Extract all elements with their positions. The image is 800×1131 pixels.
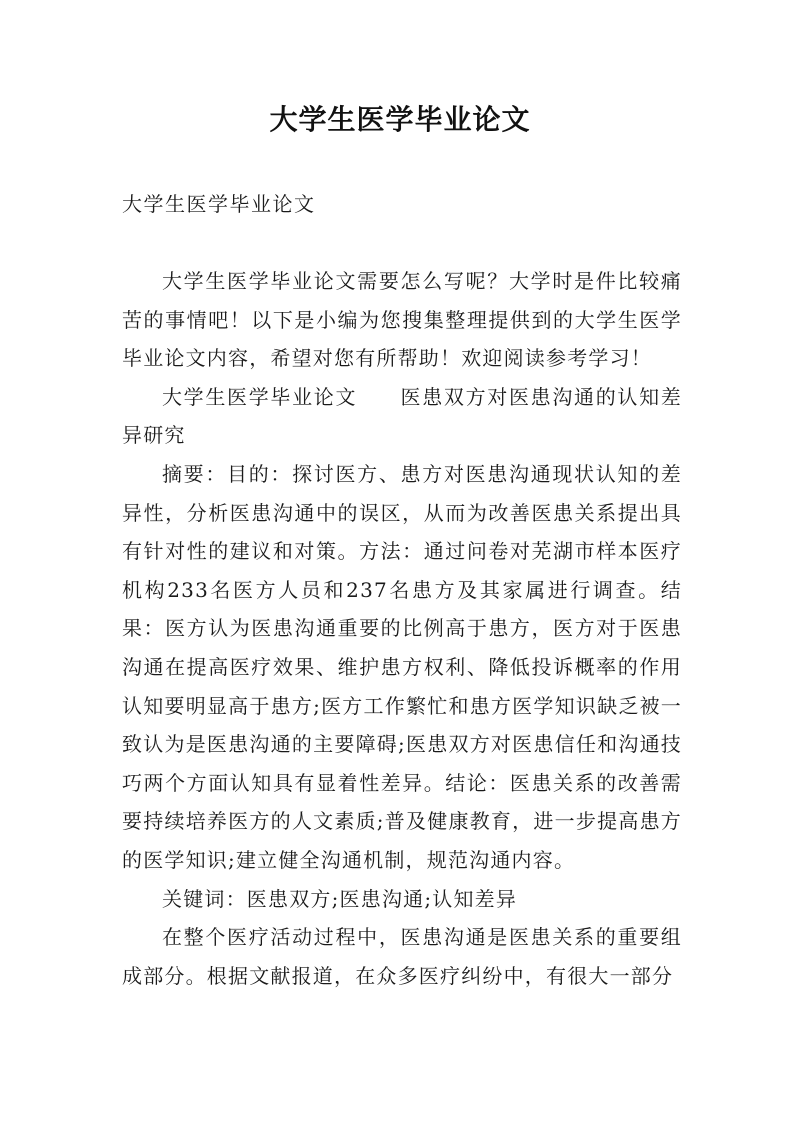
paragraph-body: 在整个医疗活动过程中，医患沟通是医患关系的重要组成部分。根据文献报道，在众多医疗纠纷中，有很大一部分 (122, 925, 682, 988)
paragraph-keywords: 关键词：医患双方;医患沟通;认知差异 (162, 886, 518, 911)
paragraph-article-title: 大学生医学毕业论文 医患双方对医患沟通的认知差异研究 (122, 384, 682, 448)
paragraph-intro: 大学生医学毕业论文需要怎么写呢？大学时是件比较痛苦的事情吧！以下是小编为您搜集整理提供到的大学生医学毕业论文内容，希望对您有所帮助！欢迎阅读参考学习！ (122, 269, 682, 371)
document-subtitle: 大学生医学毕业论文 (122, 192, 316, 216)
document-title: 大学生医学毕业论文 (269, 103, 531, 136)
paragraph-abstract: 摘要：目的：探讨医方、患方对医患沟通现状认知的差异性，分析医患沟通中的误区，从而为改善医患关系提出具有针对性的建议和对策。方法：通过问卷对芜湖市样本医疗机构233名医方人员和237名患方及其家属进行调查。结果：医方认为医患沟通重要的比例高于患方，医方对于医患沟通在提高医疗效果、维护患方权利、降低投诉概率的作用认知要明显高于患方;医方工作繁忙和患方医学知识缺乏被一致认为是医患沟通的主要障碍;医患双方对医患信任和沟通技巧两个方面认知具有显着性差异。结论：医患关系的改善需要持续培养医方的人文素质;普及健康教育，进一步提高患方的医学知识;建立健全沟通机制，规范沟通内容。 (122, 461, 682, 872)
document-body (122, 262, 682, 995)
